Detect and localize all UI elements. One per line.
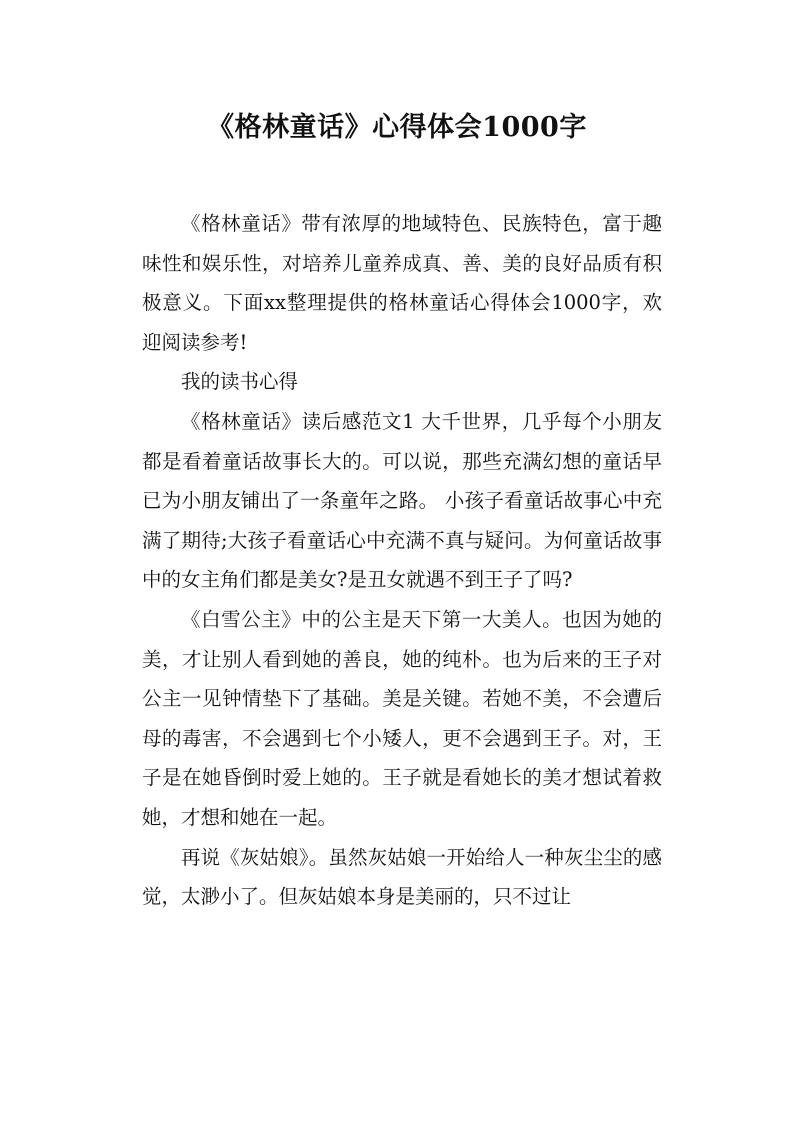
paragraph-cinderella: 再说《灰姑娘》。虽然灰姑娘一开始给人一种灰尘尘的感觉，太渺小了。但灰姑娘本身是美丽的，只不过让 bbox=[142, 845, 662, 909]
paragraph-essay-1: 《格林童话》读后感范文1 大千世界，几乎每个小朋友都是看着童话故事长大的。可以说，那些充满幻想的童话早已为小朋友铺出了一条童年之路。 小孩子看童话故事心中充满了期待;大孩子看童话心中充满不真与疑问。为何童话故事中的女主角们都是美女?是丑女就遇不到王子了吗? bbox=[142, 409, 662, 592]
document-title: 《格林童话》心得体会1000字 bbox=[207, 112, 587, 143]
document-body bbox=[142, 204, 662, 917]
paragraph-intro: 《格林童话》带有浓厚的地域特色、民族特色，富于趣味性和娱乐性，对培养儿童养成真、善、美的良好品质有积极意义。下面xx整理提供的格林童话心得体会1000字，欢迎阅读参考! bbox=[142, 212, 662, 354]
paragraph-heading: 我的读书心得 bbox=[181, 370, 299, 394]
paragraph-snow-white: 《白雪公主》中的公主是天下第一大美人。也因为她的美，才让别人看到她的善良，她的纯朴。也为后来的王子对公主一见钟情垫下了基础。美是关键。若她不美，不会遭后母的毒害，不会遇到七个小矮人，更不会遇到王子。对，王子是在她昏倒时爱上她的。王子就是看她长的美才想试着救她，才想和她在一起。 bbox=[142, 607, 662, 829]
